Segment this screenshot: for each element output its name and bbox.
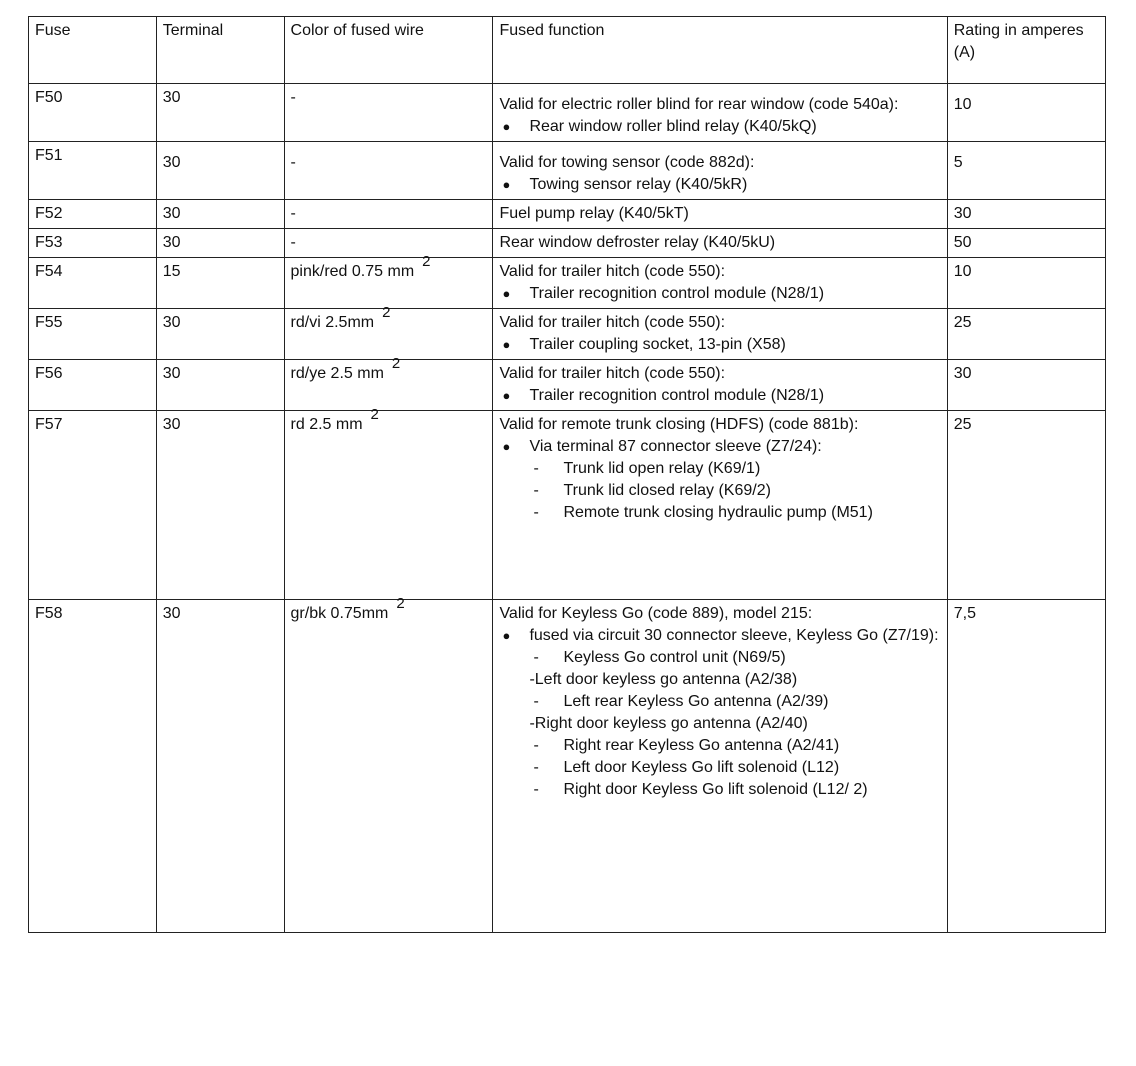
color-cell: [284, 253, 493, 309]
terminal-cell: 30: [156, 200, 284, 229]
header-terminal: Terminal: [156, 17, 284, 84]
table-row: [29, 411, 1106, 600]
rating-cell: 5: [947, 142, 1105, 200]
color-text: rd/ye 2.5 mm: [290, 365, 384, 382]
color-cell: [284, 200, 493, 229]
superscript: 2: [370, 406, 379, 423]
color-text: pink/red 0.75 mm: [290, 263, 415, 280]
superscript: 2: [422, 253, 431, 270]
table-header-row: [29, 17, 1106, 84]
header-color: Color of fused wire: [284, 17, 493, 84]
fuse-cell: F56: [29, 360, 157, 411]
rating-cell: 10: [947, 84, 1105, 142]
color-text: -: [290, 89, 296, 106]
superscript: 2: [382, 304, 391, 321]
table-row: [29, 229, 1106, 258]
fuse-cell: F58: [29, 600, 157, 933]
function-intro: Rear window defroster relay (K40/5kU): [499, 234, 776, 251]
color-cell: [284, 304, 493, 360]
function-intro: Valid for trailer hitch (code 550):: [499, 314, 726, 331]
fuse-cell: F53: [29, 229, 157, 258]
rating-cell: 25: [947, 411, 1105, 600]
function-subitem: - Left rear Keyless Go antenna (A2/39): [499, 691, 940, 713]
table-row: [29, 309, 1106, 360]
function-subitem: -Right door keyless go antenna (A2/40): [529, 715, 808, 732]
table-row: [29, 142, 1106, 200]
function-subitem: - Trunk lid open relay (K69/1): [499, 458, 940, 480]
function-intro: Fuel pump relay (K40/5kT): [499, 205, 689, 222]
fuse-cell: F50: [29, 84, 157, 142]
function-bullet: ● fused via circuit 30 connector sleeve, Keyless Go (Z7/19):: [499, 625, 940, 647]
function-intro: Valid for towing sensor (code 882d):: [499, 154, 755, 171]
header-fuse: Fuse: [29, 17, 157, 84]
function-cell: [493, 142, 947, 200]
table-row: [29, 84, 1106, 142]
fuse-cell: F52: [29, 200, 157, 229]
function-subitem: - Right rear Keyless Go antenna (A2/41): [499, 735, 940, 757]
terminal-cell: 30: [156, 229, 284, 258]
fuse-cell: F51: [29, 142, 157, 200]
table-row: [29, 258, 1106, 309]
color-text: gr/bk 0.75mm: [290, 605, 389, 622]
function-cell: [493, 309, 947, 360]
table-row: [29, 600, 1106, 933]
rating-cell: 30: [947, 200, 1105, 229]
function-intro: Valid for trailer hitch (code 550):: [499, 365, 726, 382]
fuse-cell: F55: [29, 309, 157, 360]
color-cell: [284, 142, 493, 200]
color-text: -: [290, 205, 296, 222]
color-cell: [284, 229, 493, 258]
terminal-cell: 30: [156, 84, 284, 142]
function-subitem: - Left door Keyless Go lift solenoid (L12): [499, 757, 940, 779]
header-function: Fused function: [493, 17, 947, 84]
function-cell: [493, 84, 947, 142]
terminal-cell: 30: [156, 600, 284, 933]
terminal-cell: 30: [156, 411, 284, 600]
color-cell: [284, 595, 493, 933]
function-cell: [493, 200, 947, 229]
color-cell: [284, 84, 493, 142]
function-subitem: - Keyless Go control unit (N69/5): [499, 647, 940, 669]
function-subitem: - Right door Keyless Go lift solenoid (L12/ 2): [499, 779, 940, 801]
table-row: [29, 200, 1106, 229]
function-cell: [493, 360, 947, 411]
header-rating: Rating in amperes (A): [947, 17, 1105, 84]
color-text: rd 2.5 mm: [290, 416, 363, 433]
function-bullet: ● Via terminal 87 connector sleeve (Z7/24):: [499, 436, 940, 458]
function-bullet: ● Trailer coupling socket, 13-pin (X58): [499, 334, 940, 356]
function-cell: [493, 229, 947, 258]
terminal-cell: 30: [156, 360, 284, 411]
function-intro: Valid for electric roller blind for rear window (code 540a):: [499, 96, 899, 113]
function-cell: [493, 600, 947, 933]
function-subitem: - Trunk lid closed relay (K69/2): [499, 480, 940, 502]
color-cell: [284, 406, 493, 600]
fuse-cell: F54: [29, 258, 157, 309]
fuse-cell: F57: [29, 411, 157, 600]
function-subitem: - Remote trunk closing hydraulic pump (M51): [499, 502, 940, 524]
function-bullet: ● Trailer recognition control module (N28/1): [499, 385, 940, 407]
rating-cell: 7,5: [947, 600, 1105, 933]
function-subitem: -Left door keyless go antenna (A2/38): [529, 671, 798, 688]
color-text: rd/vi 2.5mm: [290, 314, 375, 331]
function-intro: Valid for trailer hitch (code 550):: [499, 263, 726, 280]
superscript: 2: [391, 355, 401, 372]
function-bullet: ● Rear window roller blind relay (K40/5kQ): [499, 116, 940, 138]
rating-cell: 10: [947, 258, 1105, 309]
function-bullet: ● Trailer recognition control module (N28/1): [499, 283, 940, 305]
rating-cell: 50: [947, 229, 1105, 258]
fuse-table: [28, 16, 1106, 933]
terminal-cell: 15: [156, 258, 284, 309]
superscript: 2: [396, 595, 405, 612]
color-cell: [284, 355, 493, 411]
terminal-cell: 30: [156, 309, 284, 360]
function-bullet: ● Towing sensor relay (K40/5kR): [499, 174, 940, 196]
terminal-cell: 30: [156, 142, 284, 200]
rating-cell: 25: [947, 309, 1105, 360]
rating-cell: 30: [947, 360, 1105, 411]
color-text: -: [290, 154, 296, 171]
function-intro: Valid for Keyless Go (code 889), model 215:: [499, 605, 813, 622]
function-intro: Valid for remote trunk closing (HDFS) (code 881b):: [499, 416, 859, 433]
table-row: [29, 360, 1106, 411]
function-cell: [493, 411, 947, 600]
color-text: -: [290, 234, 296, 251]
function-cell: [493, 258, 947, 309]
